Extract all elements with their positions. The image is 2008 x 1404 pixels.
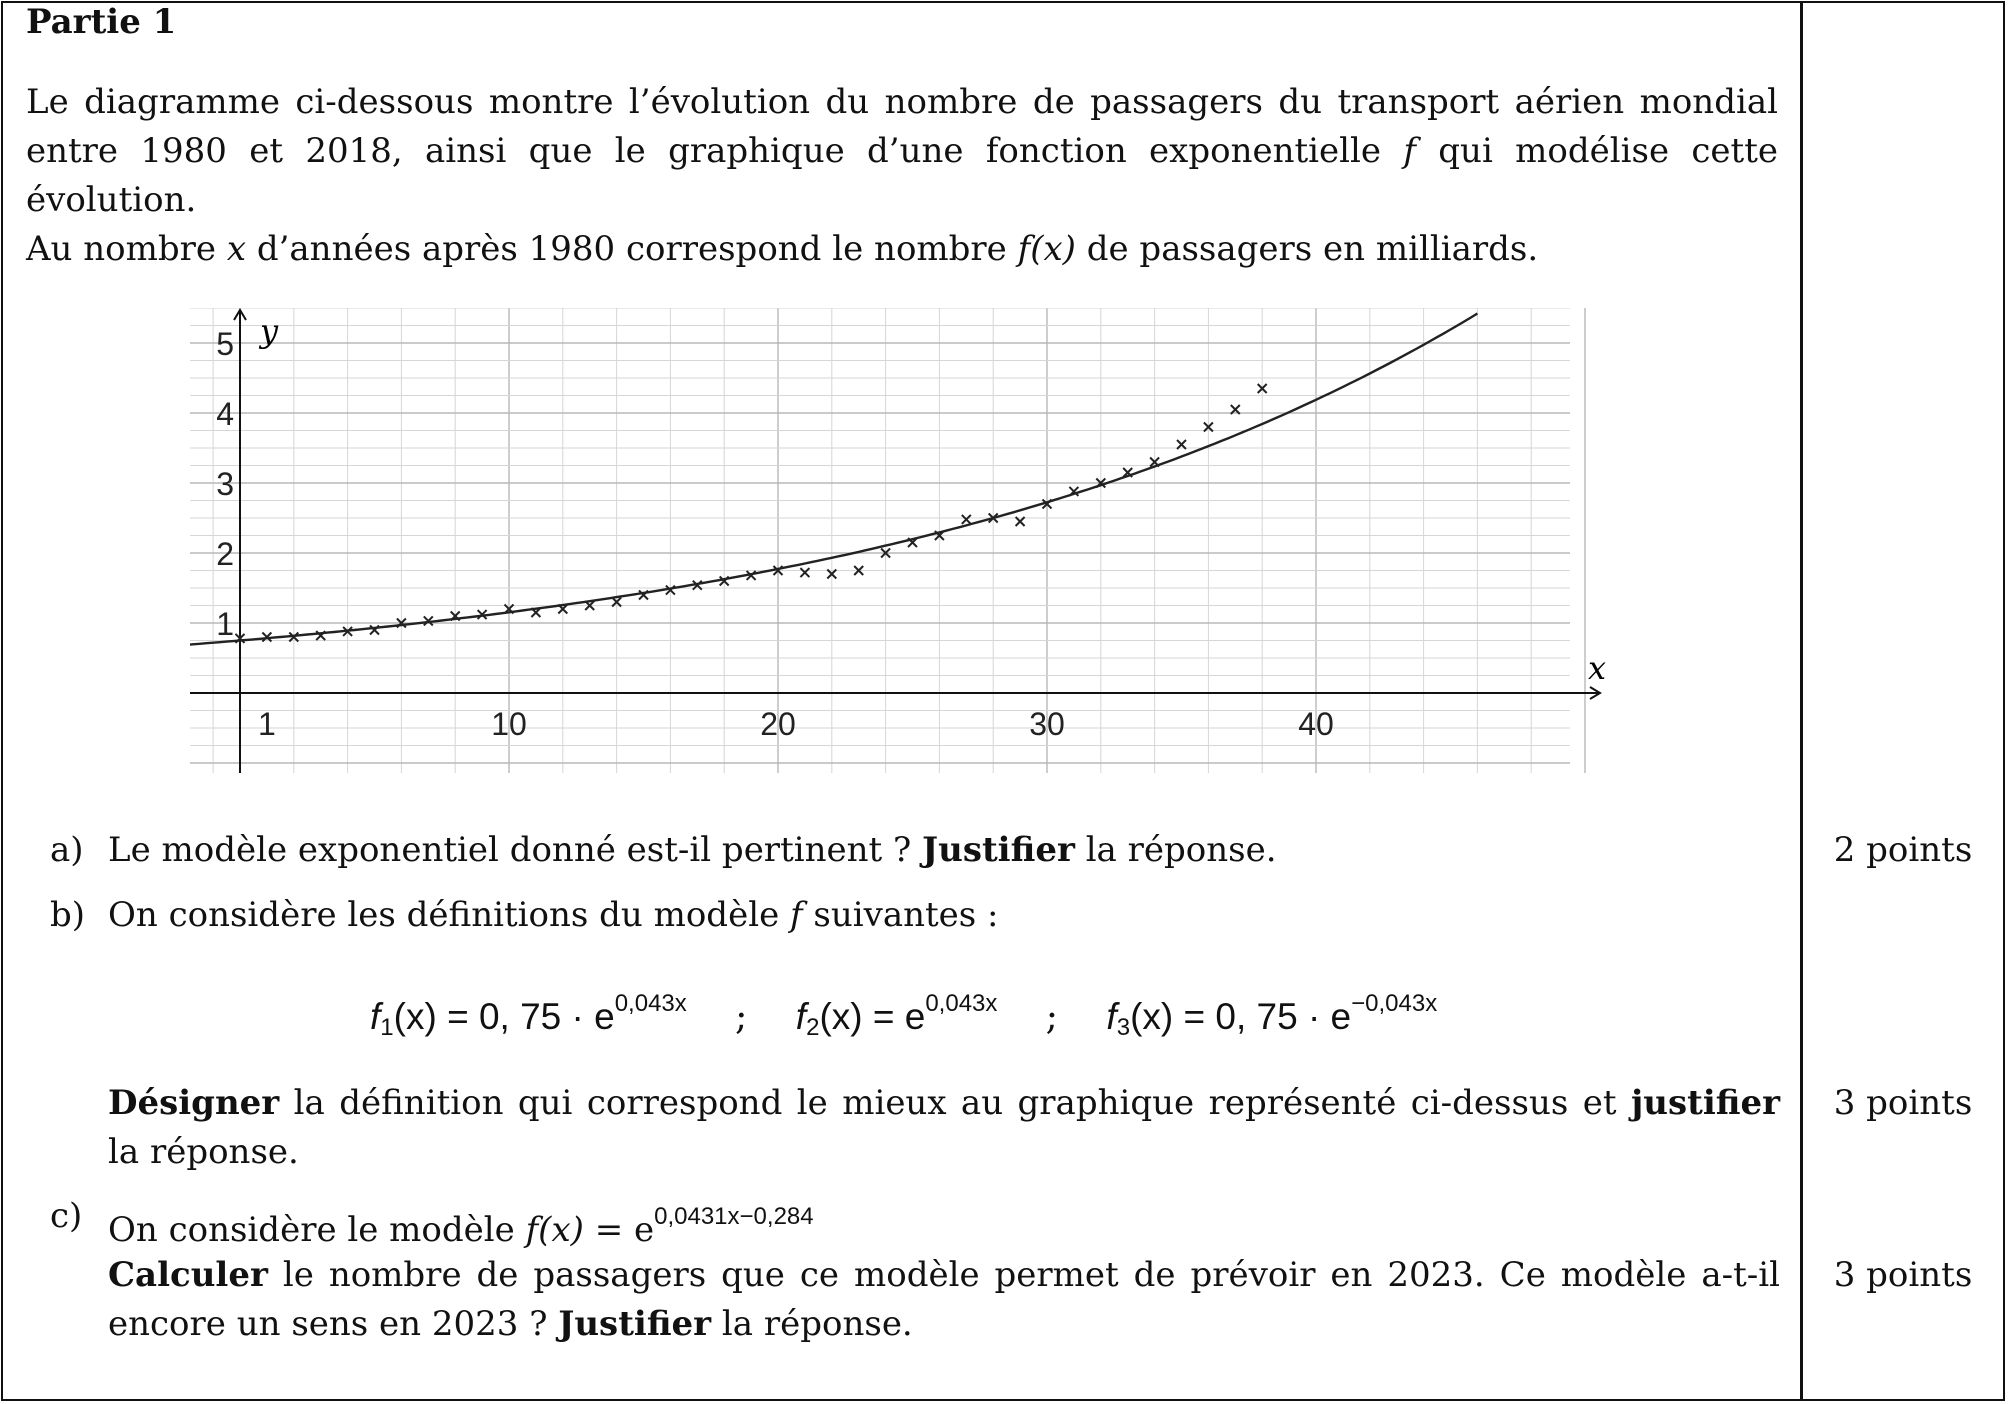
data-point	[800, 568, 809, 577]
y-tick-label: 2	[216, 536, 234, 572]
part-title: Partie 1	[26, 2, 177, 42]
x-tick-label: 1	[258, 706, 276, 742]
formula-f1: $f_1(x) = 0$, $75 \cdot e^{0,043x}$	[370, 990, 687, 1041]
intro-paragraph	[26, 78, 1778, 274]
formula-f2: $f_2(x) = e^{0,043x}$	[795, 990, 998, 1041]
question-b-instruction: Désigner la définition qui correspond le mieux au graphique représenté ci-dessus et justifier la réponse.	[108, 1083, 1781, 1172]
question-b-text: On considère les définitions du modèle f suivantes :	[108, 895, 999, 935]
y-tick-label: 1	[216, 606, 234, 642]
y-axis-label: y	[260, 312, 279, 350]
question-c-points: 3 points	[1833, 1255, 1973, 1295]
question-a-text: Le modèle exponentiel donné est-il pertinent ? Justifier la réponse.	[108, 830, 1277, 870]
points-column-divider	[1800, 3, 1803, 1399]
passenger-chart	[190, 308, 1615, 773]
chart-grid	[190, 308, 1585, 773]
model-curve	[190, 314, 1477, 645]
y-tick-label: 3	[216, 466, 234, 502]
formula-definitions	[370, 990, 1437, 1042]
y-tick-label: 5	[216, 326, 234, 362]
question-c-letter: c)	[50, 1196, 83, 1236]
question-c-text: On considère le modèle $f(x) = e^{0,0431x-0,284}$	[108, 1203, 814, 1250]
question-a-letter: a)	[50, 830, 84, 870]
formula-f3: $f_3(x) = 0$, $75 \cdot e^{-0,043x}$	[1106, 990, 1438, 1041]
question-c-instruction: Calculer le nombre de passagers que ce modèle permet de prévoir en 2023. Ce modèle a-t-il encore un sens en 2023 ? Justifier la réponse.	[108, 1255, 1780, 1344]
intro-line-2: entre 1980 et 2018, ainsi que le graphique d’une fonction exponentielle f qui modélise cette	[26, 131, 1779, 171]
y-tick-label: 4	[216, 396, 234, 432]
formula-separator: ;	[1045, 995, 1059, 1038]
intro-line-4: Au nombre x d’années après 1980 correspond le nombre f(x) de passagers en milliards.	[26, 229, 1539, 269]
data-point	[962, 515, 971, 524]
intro-line-1: Le diagramme ci-dessous montre l’évolution du nombre de passagers du transport aérien mondial	[26, 82, 1778, 122]
x-tick-label: 40	[1298, 706, 1334, 742]
intro-line-3: évolution.	[26, 180, 197, 220]
function-symbol: f	[1403, 131, 1416, 171]
x-axis-label: x	[1588, 649, 1607, 687]
x-tick-label: 20	[760, 706, 796, 742]
x-tick-label: 30	[1029, 706, 1065, 742]
question-b-points: 3 points	[1833, 1083, 1973, 1123]
question-b-letter: b)	[50, 895, 86, 935]
formula-separator: ;	[735, 995, 748, 1038]
question-a-points: 2 points	[1833, 830, 1973, 870]
x-tick-label: 10	[491, 706, 527, 742]
